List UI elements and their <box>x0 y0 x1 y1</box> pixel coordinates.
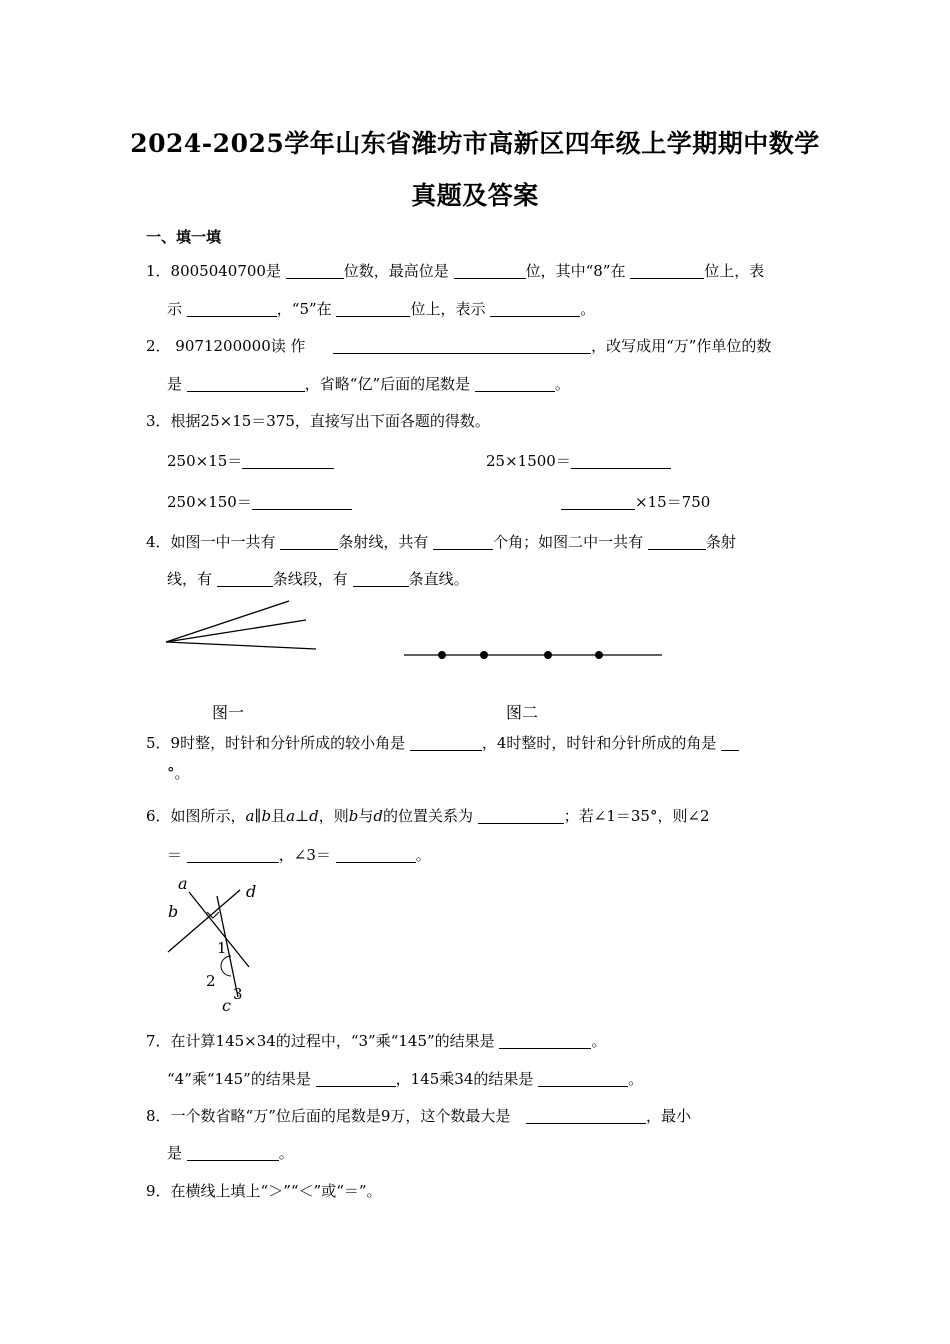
q6-text-a: 6．如图所示， <box>146 807 246 825</box>
q6-text-g: 。 <box>415 846 431 864</box>
q2-text-e: 。 <box>554 375 570 393</box>
q6-var-b2: b <box>348 807 359 825</box>
point-4 <box>595 651 603 659</box>
q1-text-d: 位上，表 <box>704 262 765 280</box>
question-4-line1 <box>146 532 736 552</box>
q1-blank-3[interactable] <box>630 262 704 279</box>
q6-text-and: 且 <box>271 807 287 825</box>
q6-var-b: b <box>261 807 272 825</box>
question-1-line2 <box>167 299 595 319</box>
q7-text-b: 。 <box>591 1032 607 1050</box>
q6-var-a2: a <box>286 807 296 825</box>
q2-text-a: 2． 9071200000读 作 <box>146 337 306 355</box>
question-4-line2 <box>167 569 469 589</box>
q6-text-c: 的位置关系为 <box>382 807 473 825</box>
q1-text-h: 。 <box>580 300 596 318</box>
q6-blank-3[interactable] <box>336 846 416 863</box>
q6-var-a: a <box>245 807 255 825</box>
q2-blank-1[interactable] <box>333 337 591 354</box>
ray-3 <box>166 642 316 649</box>
q7-text-a: 7．在计算145×34的过程中，“3”乘“145”的结果是 <box>146 1032 495 1050</box>
q6-text-f: ，∠3＝ <box>278 846 331 864</box>
fig-label-d: d <box>246 882 257 901</box>
q4-blank-2[interactable] <box>433 533 493 550</box>
q3-expr-2-text: 25×1500＝ <box>486 452 571 470</box>
figure-1-caption: 图一 <box>212 703 245 722</box>
q6-blank-1[interactable] <box>478 807 564 824</box>
q1-text-e: 示 <box>167 300 183 318</box>
question-8-line2 <box>167 1143 294 1163</box>
page-title-line2: 真题及答案 <box>411 181 539 210</box>
q4-blank-4[interactable] <box>217 570 273 587</box>
fig-label-a: a <box>178 874 188 893</box>
q5-blank-1[interactable] <box>410 734 482 751</box>
q6-text-with: 与 <box>358 807 374 825</box>
question-7-line2 <box>167 1069 643 1089</box>
point-2 <box>480 651 488 659</box>
q1-text-f: ，“5”在 <box>276 300 332 318</box>
q4-text-d: 条射 <box>705 533 736 551</box>
q7-text-e: 。 <box>628 1070 644 1088</box>
question-9-text: 9．在横线上填上“＞”“＜”或“＝”。 <box>146 1182 382 1200</box>
q7-blank-1[interactable] <box>499 1032 591 1049</box>
ray-1 <box>166 601 289 642</box>
question-3-text: 3．根据25×15＝375，直接写出下面各题的得数。 <box>146 412 490 430</box>
q2-text-b: ，改写成用“万”作单位的数 <box>591 337 772 355</box>
question-7-line1 <box>146 1031 606 1051</box>
q8-text-b: ，最小 <box>646 1107 692 1125</box>
q6-var-d2: d <box>373 807 383 825</box>
q4-blank-1[interactable] <box>280 533 338 550</box>
question-2-line1 <box>146 336 771 356</box>
question-5-line2: °。 <box>167 764 190 782</box>
q3-expr-4-text: ×15＝750 <box>635 493 711 511</box>
q7-text-c: “4”乘“145”的结果是 <box>167 1070 311 1088</box>
point-1 <box>438 651 446 659</box>
q3-expr-3-text: 250×150＝ <box>167 493 252 511</box>
q8-blank-2[interactable] <box>187 1144 279 1161</box>
q4-text-f: 条线段，有 <box>272 570 348 588</box>
q4-blank-5[interactable] <box>353 570 409 587</box>
q5-text-b: ，4时整时，时针和分针所成的角是 <box>481 734 717 752</box>
fig-angle-1: 1 <box>217 939 227 957</box>
q3-blank-1[interactable] <box>242 452 334 469</box>
q1-blank-1[interactable] <box>286 262 344 279</box>
question-6-line2 <box>167 845 431 865</box>
q7-blank-2[interactable] <box>316 1070 396 1087</box>
q8-text-c: 是 <box>167 1144 183 1162</box>
q1-blank-4[interactable] <box>187 300 277 317</box>
q3-expr-3 <box>167 492 352 512</box>
q1-text-b: 位数，最高位是 <box>343 262 449 280</box>
fig-angle-2: 2 <box>206 972 216 990</box>
page-title-line1: 2024-2025学年山东省潍坊市高新区四年级上学期期中数学 <box>130 129 820 158</box>
q1-blank-6[interactable] <box>490 300 580 317</box>
q4-text-e: 线，有 <box>167 570 213 588</box>
question-1-line1 <box>146 261 764 281</box>
q2-blank-2[interactable] <box>187 375 305 392</box>
q3-blank-4[interactable] <box>561 493 635 510</box>
q4-blank-3[interactable] <box>648 533 706 550</box>
fig-label-b: b <box>168 902 179 921</box>
q8-text-d: 。 <box>278 1144 294 1162</box>
q7-blank-3[interactable] <box>538 1070 628 1087</box>
q1-text-a: 1．8005040700是 <box>146 262 281 280</box>
q6-parallel-sign: ∥ <box>254 807 262 825</box>
q6-text-e: ＝ <box>167 846 183 864</box>
fig-angle-3: 3 <box>233 985 243 1003</box>
figure-1-rays <box>160 595 330 665</box>
q4-text-c: 个角；如图二中一共有 <box>493 533 644 551</box>
q4-text-a: 4．如图一中一共有 <box>146 533 276 551</box>
q4-text-b: 条射线，共有 <box>338 533 429 551</box>
q5-blank-2[interactable] <box>721 734 739 751</box>
q6-perp-sign: ⊥ <box>295 807 310 825</box>
q3-expr-4 <box>561 492 710 512</box>
q6-blank-2[interactable] <box>187 846 279 863</box>
fig-label-c: c <box>222 996 231 1015</box>
q3-blank-2[interactable] <box>571 452 671 469</box>
q2-blank-3[interactable] <box>475 375 555 392</box>
q3-expr-1 <box>167 451 334 471</box>
q1-blank-5[interactable] <box>336 300 410 317</box>
q6-text-d: ；若∠1＝35°，则∠2 <box>563 807 710 825</box>
q1-text-g: 位上，表示 <box>410 300 486 318</box>
q8-blank-1[interactable] <box>526 1107 646 1124</box>
q7-text-d: ，145乘34的结果是 <box>395 1070 534 1088</box>
question-8-line1 <box>146 1106 691 1126</box>
question-6-line1 <box>146 806 710 826</box>
ray-2 <box>166 620 306 642</box>
figure-q6-lines <box>160 872 270 1017</box>
q3-expr-2 <box>486 451 671 471</box>
figure-2-line <box>400 645 670 665</box>
q3-expr-1-text: 250×15＝ <box>167 452 243 470</box>
section-heading: 一、填一填 <box>146 228 222 246</box>
question-5-line1 <box>146 733 739 753</box>
q6-text-b: ，则 <box>318 807 349 825</box>
q5-text-a: 5．9时整，时针和分针所成的较小角是 <box>146 734 406 752</box>
q6-var-d: d <box>309 807 319 825</box>
q1-blank-2[interactable] <box>454 262 526 279</box>
q4-text-g: 条直线。 <box>408 570 469 588</box>
q2-text-c: 是 <box>167 375 183 393</box>
q8-text-a: 8．一个数省略“万”位后面的尾数是9万，这个数最大是 <box>146 1107 511 1125</box>
question-2-line2 <box>167 374 570 394</box>
q1-text-c: 位，其中“8”在 <box>525 262 626 280</box>
q2-text-d: ，省略“亿”后面的尾数是 <box>304 375 471 393</box>
q3-blank-3[interactable] <box>252 493 352 510</box>
point-3 <box>544 651 552 659</box>
figure-2-caption: 图二 <box>506 703 539 722</box>
